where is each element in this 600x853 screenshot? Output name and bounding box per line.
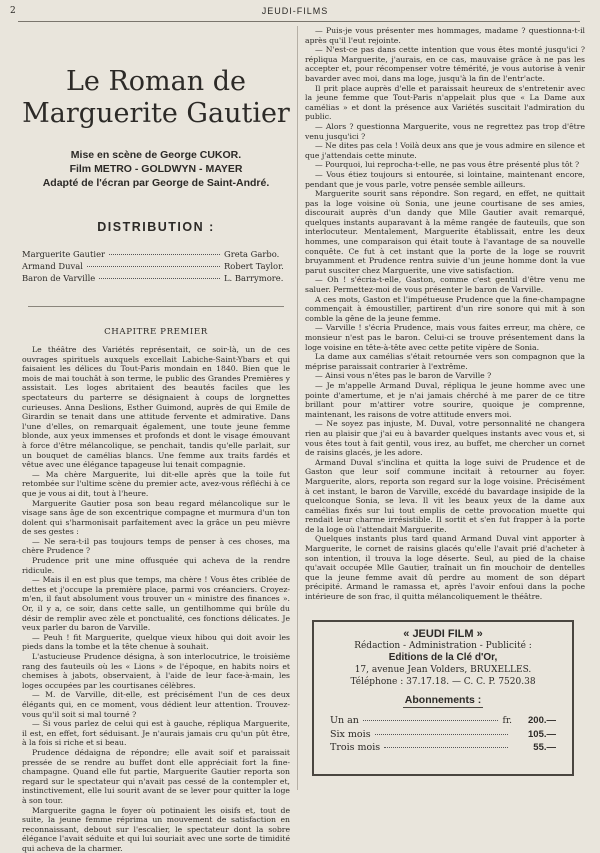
ad-departments: Rédaction - Administration - Publicité : [324,640,562,652]
credit-studio: Film METRO - GOLDWYN - MAYER [22,162,290,176]
paragraph: L'astucieuse Prudence désigna, à son interlocutrice, le troisième rang des fauteuils où les « Lions » de l'époque, en habits noirs et chemises à jabots, observaient, à l'aide de leur face-à-main, les loges occupées par les courtisanes célèbres. [22,652,290,690]
price-currency: fr. [502,715,512,728]
ad-title: « JEUDI FILM » [324,628,562,640]
ad-address: 17, avenue Jean Volders, BRUXELLES. [324,664,562,676]
paragraph: — Peuh ! fit Marguerite, quelque vieux hibou qui doit avoir les pieds dans la tombe et la tête chenue à souhait. [22,633,290,652]
title-line-2: Marguerite Gautier [22,98,290,130]
paragraph: — Je m'appelle Armand Duval, répliqua le jeune homme avec une pointe d'amertume, et je n'ai jamais chérché à me parer de ce titre brillant pour m'attirer votre sourire, quoique je comprenne, maintenant, les raisons de votre attitude envers moi. [305,381,585,419]
paragraph: — M. de Varville, dit-elle, est précisément l'un de ces deux élégants qui, en ce moment, vous dédient leur attention. Trouvez-vous qu'il soit si mal tourné ? [22,690,290,719]
paragraph: — Oh ! s'écria-t-elle, Gaston, comme c'est gentil d'être venu me saluer. Permettez-moi de vous présenter le baron de Varville. [305,275,585,294]
cast-actor: Robert Taylor. [224,260,290,272]
leader-dots [384,747,508,748]
ad-phone: Téléphone : 37.17.18. — C. C. P. 7520.38 [324,676,562,688]
distribution-heading: DISTRIBUTION : [22,220,290,234]
paragraph: — Puis-je vous présenter mes hommages, madame ? questionna-t-il après qu'il l'eut rejointe. [305,26,585,45]
page-header [10,6,580,20]
left-column [22,26,290,796]
paragraph: Prudence dédaigna de répondre; elle avait soif et paraissait pressée de se rendre au buffet dont elle appréciait fort la fine-champagne. Quand elle fut partie, Marguerite Gautier reporta son regard sur le spectateur qui n'avait pas cessé de la contempler et, instinctivement, elle lui sourit avant de se lever pour quitter la loge à son tour. [22,748,290,806]
paragraph: — Ma chère Marguerite, lui dit-elle après que la toile fut retombée sur l'ultime scène du premier acte, avez-vous réfléchi à ce que je vous ai dit, tout à l'heure. [22,470,290,499]
leader-dots [109,254,220,255]
price-label: Six mois [330,728,371,741]
leader-dots [375,734,508,735]
paragraph: La dame aux camélias s'était retournée vers son compagnon que la méprise paraissait contrarier à l'extrême. [305,352,585,371]
cast-actor: L. Barrymore. [224,272,290,284]
paragraph: — Varville ! s'écria Prudence, mais vous faites erreur, ma chère, ce monsieur n'est pas le baron. Celui-ci se trouve présentement dans la loge voisine en tête-à-tête avec cette petite vipère de Sonia. [305,323,585,352]
paragraph: — Ne sera-t-il pas toujours temps de penser à ces choses, ma chère Prudence ? [22,537,290,556]
paragraph: Armand Duval s'inclina et quitta la loge suivi de Prudence et de Gaston que leur soif commune incitait à retourner au foyer. Marguerite, alors, reporta son regard sur la loge voisine. Précisément à cet instant, le baron de Varville, excédé du bavardage insipide de la quelconque Sonia, se leva. Il vit les beaux yeux de la dame aux camélias fixés sur lui tout emplis de cette provocation muette qui rendait leur charme irrésistible. Il sortit et s'en fut frapper à la porte de la loge où l'attendait Marguerite. [305,458,585,535]
paragraph: Marguerite gagna le foyer où potinaient les oisifs et, tout de suite, la jeune femme réprima un mouvement de satisfaction en reconnaissant, debout sur l'escalier, le spectateur dont la sobre élégance l'avait séduite et qui lui souriait avec une sorte de timidité qui acheva de la charmer. [22,806,290,853]
ad-subscriptions-heading: Abonnements : [324,694,562,706]
left-body-text [22,345,290,853]
title-line-1: Le Roman de [22,66,290,98]
price-row [324,728,562,741]
price-amount: 55.— [512,741,556,754]
cast-role: Marguerite Gautier [22,248,105,260]
cast-row [22,260,290,272]
paragraph: A ces mots, Gaston et l'impétueuse Prudence que la fine-champagne commençait à émoustiller, partirent d'un rire sonore qui mit à son comble la gêne de la jeune femme. [305,295,585,324]
paragraph: — Ainsi vous n'êtes pas le baron de Varville ? [305,371,585,381]
credit-director: Mise en scène de George CUKOR. [22,148,290,162]
cast-row [22,272,290,284]
paragraph: — Ne soyez pas injuste, M. Duval, votre personnalité ne changera rien au plaisir que j'ai eu à bavarder quelques instants avec vous et, si vous êtes tout à fait gentil, vous irez, au buffet, me chercher un cornet de raisins glacés, je les adore. [305,419,585,457]
paragraph: — Ne dites pas cela ! Voilà deux ans que je vous admire en silence et que j'attendais cette minute. [305,141,585,160]
price-amount: 105.— [512,728,556,741]
price-label: Trois mois [330,741,380,754]
paragraph: — Pourquoi, lui reprocha-t-elle, ne pas vous être présenté plus tôt ? [305,160,585,170]
leader-dots [99,278,220,279]
cast-row [22,248,290,260]
price-label: Un an [330,714,359,727]
paragraph: — N'est-ce pas dans cette intention que vous êtes monté jusqu'ici ? répliqua Marguerite, j'aurais, en ce cas, mauvaise grâce à ne pas les accepter et, pour récompenser votre témérité, je vous autorise à venir bavarder avec moi, dans ma loge, jusqu'à la fin de l'entr'acte. [305,45,585,83]
paragraph: Prudence prit une mine offusquée qui acheva de la rendre ridicule. [22,556,290,575]
cast-actor: Greta Garbo. [224,248,290,260]
journal-name: JEUDI-FILMS [10,6,580,16]
leader-dots [87,266,220,267]
paragraph: Il prit place auprès d'elle et paraissait heureux de s'entretenir avec la jeune femme que Tout-Paris n'appelait plus que « La Dame aux camélias » et dont la présence aux Variétés suscitait l'admiration du public. [305,84,585,122]
header-rule [18,21,580,22]
chapter-title: CHAPITRE PREMIER [22,327,290,337]
leader-dots [363,720,499,721]
paragraph: — Alors ? questionna Marguerite, vous ne regrettez pas trop d'être venu jusqu'ici ? [305,122,585,141]
ad-publisher: Editions de la Clé d'Or, [324,652,562,664]
price-row [324,741,562,754]
cast-list [22,248,290,284]
credit-adaptation: Adapté de l'écran par George de Saint-André. [22,176,290,190]
cast-role: Baron de Varville [22,272,95,284]
paragraph: Le théâtre des Variétés représentait, ce soir-là, un de ces ouvrages spirituels auxquels excellait Labiche-Saint-Ybars et qui faisaient les délices du Tout-Paris mondain en 1840. Bien que le mois de mai touchât à son terme, le public des Grandes Premières y assistait. Les loges abritaient des beautés faciles que les spectateurs du parterre se désignaient à coups de lorgnettes curieuses. Anna Deslions, Esther Guimond, auprès de qui Emile de Girardin se tenait dans une attitude fervente et admirative. Dans l'une d'elles, on remarquait également, une toute jeune femme blonde, aux yeux immenses et profonds et dont le visage émouvant à force d'être mélancolique, se penchait, tandis qu'elle parlait, sur un bouquet de camélias blancs. Une femme aux traits fardés et vêtue avec une élégance tapageuse lui tenait compagnie. [22,345,290,470]
column-divider [297,26,298,790]
paragraph: — Vous étiez toujours si entourée, si lointaine, maintenant encore, pendant que je vous parle, votre pensée semble ailleurs. [305,170,585,189]
paragraph: — Mais il en est plus que temps, ma chère ! Vous êtes criblée de dettes et j'occupe la première place, parmi vos créanciers. Croyez-m'en, il faut absolument vous trouver un « ministre des finances ». Or, il y a, ce soir, dans cette salle, un gentilhomme qui brûle du désir de remplir avec zèle et ponctualité, ces fonctions délicates. Je veux parler du baron de Varville. [22,575,290,633]
ad-rule [403,707,483,708]
price-row [324,714,562,728]
right-body-text [305,26,585,602]
paragraph: Marguerite sourit sans répondre. Son regard, en effet, ne quittait pas la loge voisine où Sonia, une jeune courtisane de ses amies, discourait auprès d'un dandy que Mlle Gautier avait remarqué, quelques instants auparavant à la même rangée de fauteuils, que son interlocuteur. Mentalement, Marguerite établissait, entre les deux hommes, une comparaison qui était toute à l'avantage de sa nouvelle conquête. Ce fut à cet instant que la porte de la loge se rouvrit bruyamment et Prudence rentra suivie d'un jeune homme dont la vue parut susciter chez Marguerite, une vive satisfaction. [305,189,585,275]
paragraph: Marguerite Gautier posa son beau regard mélancolique sur le visage sans âge de son excentrique compagne et murmura d'un ton dolent qui s'harmonisait parfaitement avec la grâce un peu mièvre de ses gestes : [22,499,290,537]
page-number: 2 [10,6,16,16]
subscription-box [312,620,574,776]
paragraph: — Si vous parlez de celui qui est à gauche, répliqua Marguerite, il est, en effet, fort séduisant. Je n'aurais jamais cru qu'un pût être, à la fois si riche et si beau. [22,719,290,748]
paragraph: Quelques instants plus tard quand Armand Duval vint apporter à Marguerite, le cornet de raisins glacés qu'elle l'avait prié d'acheter à son intention, il trouva la loge déserte. Seul, au pied de la chaise qu'avait occupée Mlle Gautier, traînait un fin mouchoir de dentelles que la jeune femme avait dû perdre au moment de son départ précipité. Armand le ramassa et, après l'avoir enfoui dans la poche intérieure de son frac, il quitta mélancoliquement le théâtre. [305,534,585,601]
cast-role: Armand Duval [22,260,83,272]
credits [22,148,290,190]
section-rule [28,306,284,307]
price-amount: 200.— [512,714,556,727]
